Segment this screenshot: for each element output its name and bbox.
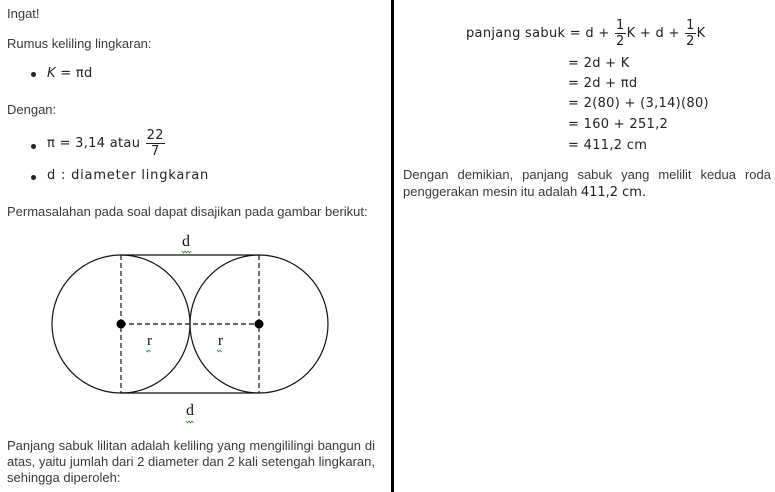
fraction-numerator: 22: [146, 128, 164, 143]
ingat-label: Ingat!: [7, 6, 40, 21]
squiggle-bottom: [186, 421, 194, 423]
equation-step: = 411,2 cm: [568, 138, 648, 153]
equation-step: = 2d + πd: [568, 76, 638, 91]
fraction-half-1: [615, 18, 626, 49]
belt-diagram: [0, 0, 390, 430]
pi-value-text: π = 3,14 atau: [47, 136, 141, 151]
final-text-line1: Dengan demikian, panjang sabuk yang melilit kedua roda: [403, 167, 771, 182]
fraction-denominator: 2: [616, 34, 625, 49]
column-divider: [391, 0, 394, 492]
final-value: 411,2 cm.: [580, 185, 647, 200]
equation-first-line: [466, 18, 706, 49]
squiggle-r-right: [217, 350, 222, 352]
equation-term-b: K + d +: [626, 26, 680, 41]
squiggle-r-left: [146, 350, 151, 352]
equation-step: = 2(80) + (3,14)(80): [568, 96, 709, 111]
equation-step: = 160 + 251,2: [568, 117, 669, 132]
equation-step: = 2d + K: [568, 56, 630, 71]
formula-k-rhs: = πd: [60, 66, 93, 81]
fraction-numerator: 1: [686, 18, 695, 33]
equation-term-c: K: [696, 26, 706, 41]
equation-lhs: panjang sabuk: [466, 26, 566, 41]
left-center-dot: [117, 320, 126, 329]
squiggle-top: [182, 251, 191, 253]
equation-term-a: = d +: [569, 26, 610, 41]
problem-intro: Permasalahan pada soal dapat disajikan pada gambar berikut:: [7, 204, 368, 219]
final-text-line2: [403, 184, 646, 200]
fraction-denominator: 7: [150, 144, 160, 159]
conclusion-paragraph: Panjang sabuk lilitan adalah keliling yang mengililingi bangun di atas, yaitu jumlah dari 2 diameter dan 2 kali setengah lingkaran, sehingga diperoleh:: [7, 438, 375, 485]
label-d-bottom: d: [186, 402, 194, 419]
dengan-label: Dengan:: [7, 102, 57, 117]
label-d-top: d: [182, 233, 190, 250]
final-text-prefix: penggerakan mesin itu adalah: [403, 184, 578, 199]
fraction-denominator: 2: [686, 34, 695, 49]
formula-k-lhs: K: [47, 66, 56, 81]
rumus-heading: Rumus keliling lingkaran:: [7, 36, 152, 51]
d-item: d : diameter lingkaran: [47, 168, 210, 183]
fraction-numerator: 1: [616, 18, 625, 33]
fraction-half-2: [685, 18, 696, 49]
label-r-left: r: [147, 333, 152, 349]
right-center-dot: [255, 320, 264, 329]
label-r-right: r: [218, 333, 223, 349]
